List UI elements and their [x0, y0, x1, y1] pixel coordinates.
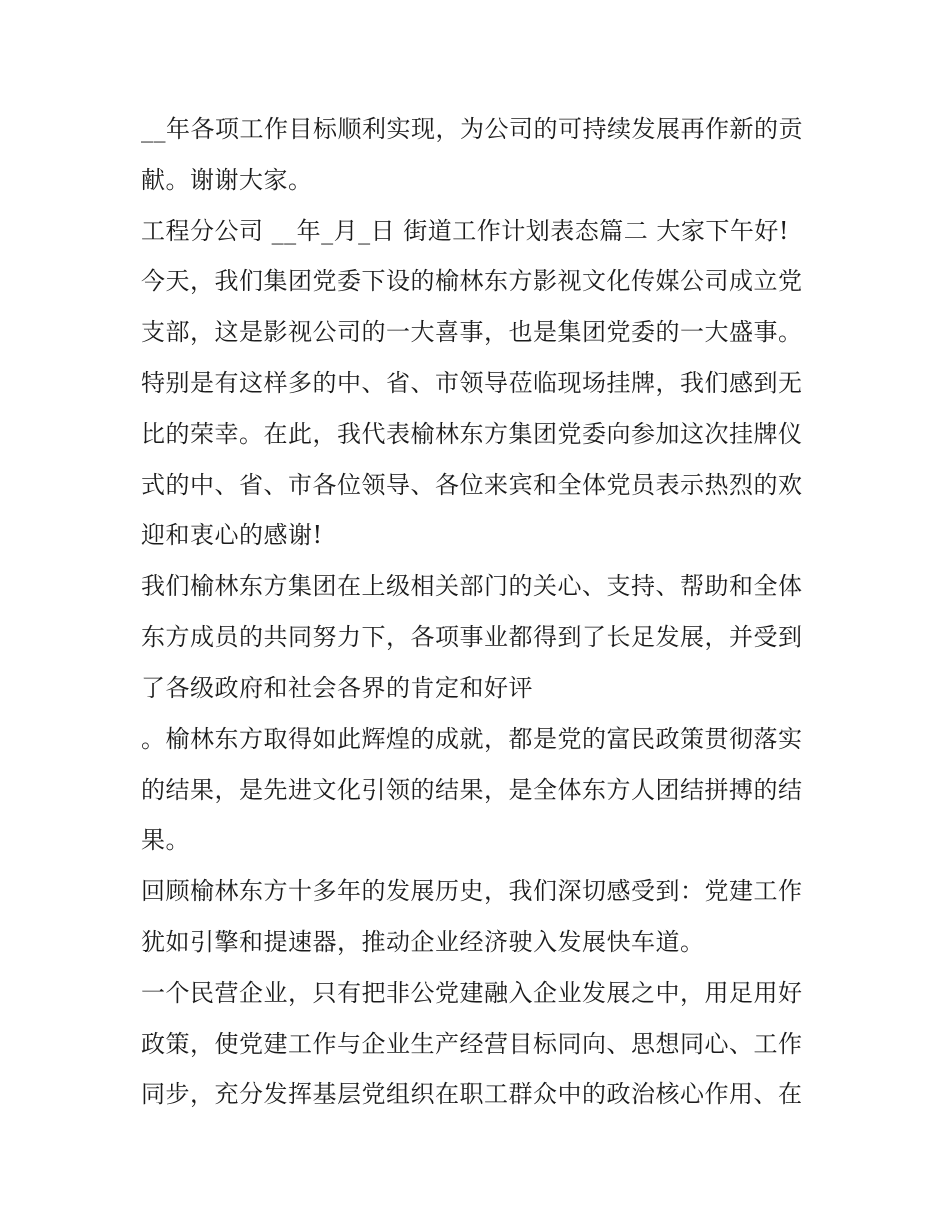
text-line: 一个民营企业，只有把非公党建融入企业发展之中，用足用好 [141, 979, 803, 1007]
text-line: 迎和衷心的感谢! [141, 521, 323, 549]
text-line: 犹如引擎和提速器，推动企业经济驶入发展快车道。 [141, 928, 705, 956]
text-line: 了各级政府和社会各界的肯定和好评 [141, 674, 533, 702]
text-line: 政策，使党建工作与企业生产经营目标同向、思想同心、工作 [141, 1030, 803, 1058]
text-line: 支部，这是影视公司的一大喜事，也是集团党委的一大盛事。 [141, 318, 803, 346]
text-line: 式的中、省、市各位领导、各位来宾和全体党员表示热烈的欢 [141, 471, 803, 499]
text-line: 工程分公司 __年_月_日 街道工作计划表态篇二 大家下午好! [141, 217, 790, 245]
text-line: 特别是有这样多的中、省、市领导莅临现场挂牌，我们感到无 [141, 369, 803, 397]
text-line: 我们榆林东方集团在上级相关部门的关心、支持、帮助和全体 [141, 572, 803, 600]
text-line: 。榆林东方取得如此辉煌的成就，都是党的富民政策贯彻落实 [141, 725, 803, 753]
text-line: 的结果，是先进文化引领的结果，是全体东方人团结拼搏的结 [141, 776, 803, 804]
text-line: 东方成员的共同努力下，各项事业都得到了长足发展，并受到 [141, 623, 803, 651]
text-line: 果。 [141, 826, 190, 854]
text-line: 比的荣幸。在此，我代表榆林东方集团党委向参加这次挂牌仪 [141, 420, 803, 448]
text-line: 回顾榆林东方十多年的发展历史，我们深切感受到：党建工作 [141, 877, 803, 905]
text-line: 今天，我们集团党委下设的榆林东方影视文化传媒公司成立党 [141, 267, 803, 295]
text-line: __年各项工作目标顺利实现，为公司的可持续发展再作新的贡 [141, 115, 803, 143]
text-line: 同步，充分发挥基层党组织在职工群众中的政治核心作用、在 [141, 1080, 803, 1108]
text-line: 献。谢谢大家。 [141, 166, 313, 194]
